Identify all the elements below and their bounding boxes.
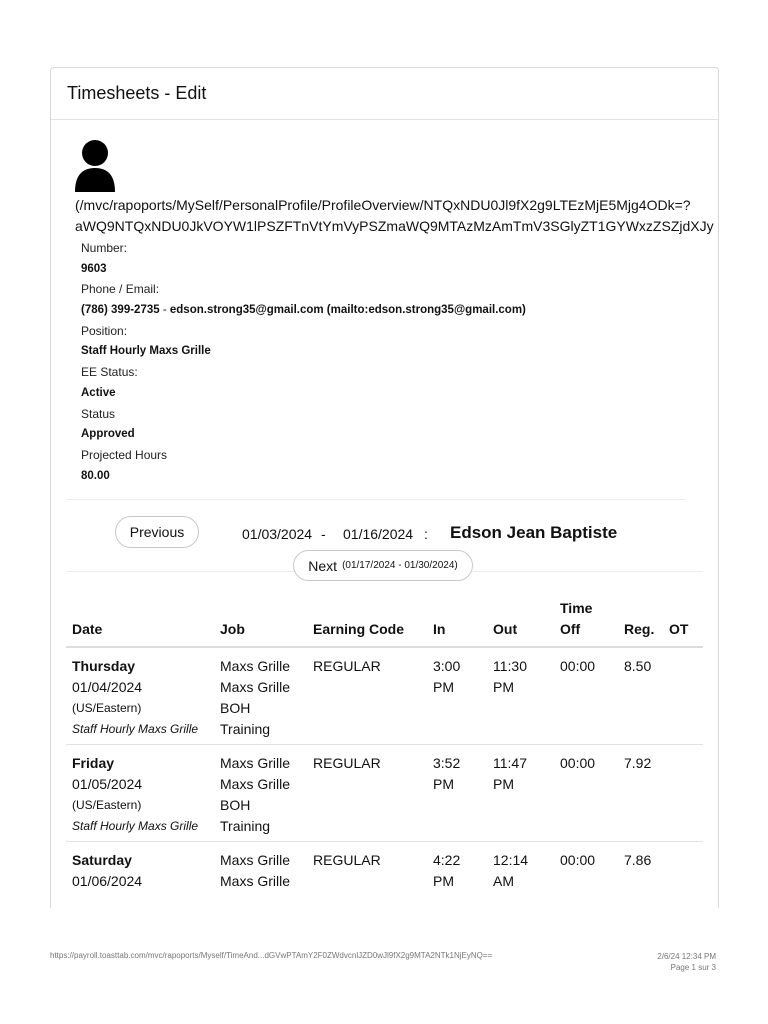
reg-cell: 7.86: [624, 852, 652, 868]
status-value: Approved: [81, 428, 135, 441]
day-name: Thursday: [72, 658, 136, 674]
footer-meta: [657, 951, 716, 973]
job-line: Maxs Grille: [220, 852, 291, 868]
earning-code-cell: REGULAR: [307, 647, 427, 745]
earning-code-cell: REGULAR: [313, 852, 381, 868]
time-off-cell: 00:00: [554, 647, 618, 745]
next-period-range[interactable]: (01/17/2024 - 01/30/2024): [342, 560, 458, 571]
status-label: Status: [81, 406, 116, 421]
column-header-ot: OT: [663, 598, 703, 647]
job-cell: [214, 647, 307, 745]
in-cell: [427, 647, 487, 745]
job-line: Maxs Grille: [220, 658, 291, 674]
in-ampm: PM: [433, 679, 454, 695]
job-line: Maxs Grille: [220, 755, 291, 771]
out-ampm: PM: [493, 679, 514, 695]
phone-value: (786) 399-2735: [81, 304, 160, 317]
out-cell: [487, 842, 554, 897]
projected-hours-value: 80.00: [81, 469, 110, 482]
ot-cell: [663, 745, 703, 842]
job-cell: [214, 745, 307, 842]
timesheet-table: [66, 598, 703, 896]
page-title: Timesheets - Edit: [51, 68, 718, 120]
in-cell: [427, 745, 487, 842]
timezone: (US/Eastern): [72, 701, 142, 715]
day-name: Friday: [72, 755, 115, 771]
ot-cell: [663, 647, 703, 745]
timesheet-card: [50, 67, 719, 908]
projected-hours-label: Projected Hours: [81, 447, 168, 462]
job-line: Maxs Grille: [220, 776, 291, 792]
column-header-reg: Reg.: [618, 598, 663, 647]
table-row[interactable]: [66, 842, 703, 897]
number-value: 9603: [81, 262, 107, 275]
date-value: 01/06/2024: [72, 873, 143, 889]
person-icon: [73, 140, 117, 192]
table-row[interactable]: [66, 647, 703, 745]
email-link[interactable]: edson.strong35@gmail.com (mailto:edson.strong35@gmail.com): [169, 304, 526, 317]
job-line: Training: [220, 818, 271, 834]
previous-button[interactable]: Previous: [115, 516, 199, 548]
position-label: Position:: [81, 323, 128, 338]
out-time: 11:47: [493, 755, 527, 771]
page-number: Page 1 sur 3: [670, 963, 716, 972]
ee-status-value: Active: [81, 386, 116, 399]
day-name: Saturday: [72, 852, 132, 868]
in-ampm: PM: [433, 873, 454, 889]
table-header-row: [66, 598, 703, 647]
period-colon: :: [424, 526, 428, 542]
column-header-out: Out: [487, 598, 554, 647]
column-header-in: In: [427, 598, 487, 647]
ot-cell: [663, 842, 703, 897]
profile-url-line-2[interactable]: aWQ9NTQxNDU0JkVOYW1lPSZFTnVtYmVyPSZmaWQ9MTAzMzAmTmV3SGlyZT1GYWxzZSZjdXJy: [75, 218, 714, 234]
job-cell: [214, 842, 307, 897]
job-line: Training: [220, 721, 271, 737]
earning-code-cell: REGULAR: [307, 745, 427, 842]
phone-email-label: Phone / Email:: [81, 282, 160, 297]
date-value: 01/05/2024: [72, 776, 143, 792]
profile-link[interactable]: [75, 195, 719, 237]
date-cell: [66, 745, 214, 842]
column-header-time-off: [554, 598, 618, 647]
in-cell: [427, 842, 487, 897]
column-header-date: Date: [66, 598, 214, 647]
period-dash: -: [321, 526, 326, 542]
in-time: 3:52: [433, 755, 461, 771]
next-button[interactable]: [293, 550, 473, 581]
in-ampm: PM: [433, 776, 454, 792]
profile-fields: [81, 238, 526, 486]
number-label: Number:: [81, 241, 128, 255]
out-time: 12:14: [493, 852, 529, 868]
out-cell: [487, 745, 554, 842]
out-time: 11:30: [493, 658, 527, 674]
table-row[interactable]: [66, 745, 703, 842]
job-line: BOH: [220, 700, 251, 716]
column-header-job: Job: [214, 598, 307, 647]
job-line: Maxs Grille: [220, 679, 291, 695]
next-button-label[interactable]: Next: [308, 557, 338, 574]
profile-url-line-1[interactable]: (/mvc/rapoports/MySelf/PersonalProfile/ProfileOverview/NTQxNDU0Jl9fX2g9LTEzMjE5Mjg4ODk=?: [75, 197, 691, 213]
out-ampm: AM: [493, 873, 514, 889]
date-cell: [66, 842, 214, 897]
column-header-earning-code: Earning Code: [307, 598, 427, 647]
footer-url: https://payroll.toasttab.com/mvc/rapoports/Myself/TimeAnd...dGVwPTAmY2F0ZWdvcnlJZD0wJl9fX2g9MTA2NTk1NjEyNQ==: [50, 951, 493, 960]
out-cell: [487, 647, 554, 745]
ee-status-label: EE Status:: [81, 365, 138, 380]
time-off-header-line-1: Time: [560, 600, 593, 616]
position-value: Staff Hourly Maxs Grille: [81, 345, 211, 358]
date-cell: [66, 647, 214, 745]
period-end-date: 01/16/2024: [343, 526, 414, 542]
position-name: Staff Hourly Maxs Grille: [72, 722, 199, 736]
out-ampm: PM: [493, 776, 514, 792]
period-start-date: 01/03/2024: [242, 526, 313, 542]
divider: [66, 499, 686, 500]
time-off-header-line-2: Off: [560, 621, 581, 637]
reg-cell: 7.92: [618, 745, 663, 842]
job-line: BOH: [220, 797, 251, 813]
print-datetime: 2/6/24 12:34 PM: [657, 952, 716, 961]
timezone: (US/Eastern): [72, 798, 142, 812]
job-line: Maxs Grille: [220, 873, 291, 889]
employee-name: Edson Jean Baptiste: [450, 523, 618, 542]
position-name: Staff Hourly Maxs Grille: [72, 819, 199, 833]
date-value: 01/04/2024: [72, 679, 143, 695]
time-off-cell: 00:00: [560, 852, 596, 868]
in-time: 3:00: [433, 658, 461, 674]
reg-cell: 8.50: [618, 647, 663, 745]
phone-email-value: [81, 300, 526, 321]
phone-email-separator: -: [159, 304, 170, 317]
time-off-cell: 00:00: [554, 745, 618, 842]
in-time: 4:22: [433, 852, 461, 868]
